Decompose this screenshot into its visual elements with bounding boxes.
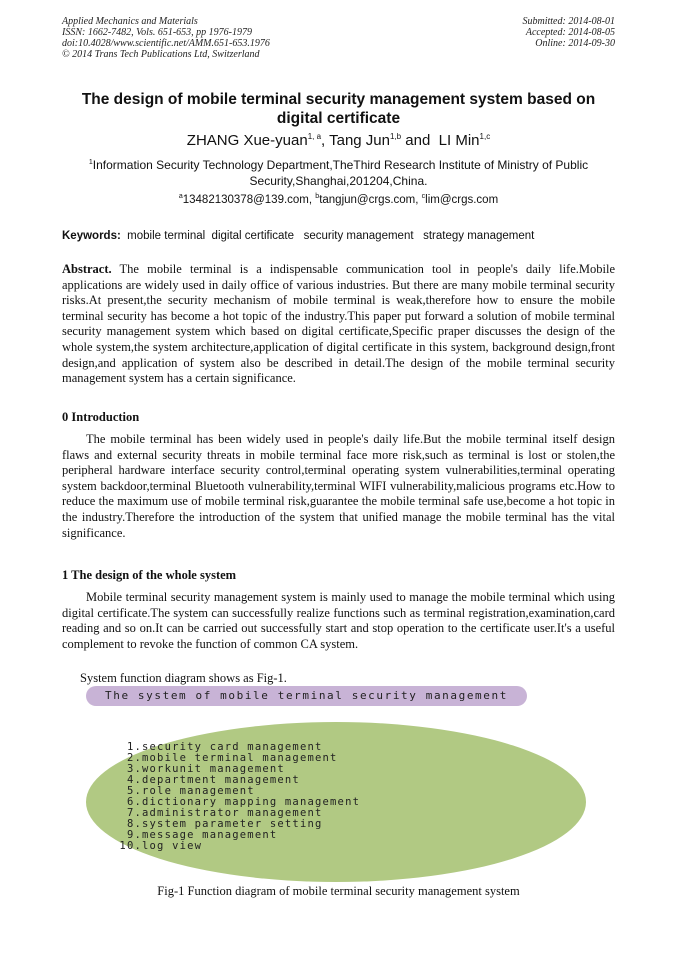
keywords-text: mobile terminal digital certificate security management strategy management: [120, 230, 535, 242]
function-number: 1.: [126, 741, 142, 753]
figure-caption: Fig-1 Function diagram of mobile terminal security management system: [157, 884, 520, 898]
journal-name: Applied Mechanics and Materials: [62, 16, 198, 27]
author-emails: [62, 193, 615, 208]
function-number: 5.: [126, 785, 142, 797]
keywords: [62, 229, 615, 244]
email-link[interactable]: tangjun@crgs.com,: [319, 194, 422, 206]
figure-banner: The system of mobile terminal security management: [86, 686, 527, 706]
online-date: Online: 2014-09-30: [535, 38, 615, 49]
author-separator: and: [401, 132, 439, 149]
function-label: dictionary mapping management: [142, 796, 361, 808]
abstract: [62, 262, 615, 387]
accepted-date: Accepted: 2014-08-05: [525, 27, 615, 38]
function-label: mobile terminal management: [142, 752, 338, 764]
section-heading-system-design: 1 The design of the whole system: [62, 568, 237, 582]
author-list: [62, 131, 615, 151]
introduction-paragraph: The mobile terminal has been widely used in people's daily life.But the mobile terminal itself design flaws and external security threats in mobile terminal face more risk,such as terminal is lost or stolen,the peripheral hardware interface security control,terminal operating system vulnerabilities,terminal operating system backdoor,terminal Bluetooth vulnerability,terminal WIFI vulnerability,malicious programs etc.How to reduce the maximum use of mobile terminal risk,guarantee the mobile terminal safe use,become a hot topic in the industry.Therefore the introduction of the system that unified manage the mobile terminal has the vital significance.: [62, 432, 615, 540]
function-item: [112, 841, 360, 852]
email-link[interactable]: 13482130378@139.com,: [182, 194, 316, 206]
author-superscript: 1,b: [390, 132, 402, 141]
journal-copyright: © 2014 Trans Tech Publications Ltd, Switzerland: [62, 49, 260, 60]
journal-doi: doi:10.4028/www.scientific.net/AMM.651-653.1976: [62, 38, 270, 49]
abstract-text: The mobile terminal is a indispensable communication tool in people's daily life.Mobile applications are widely used in daily office of various industries. But there are many mobile terminal security risks.At present,the security mechanism of mobile terminal is weak,therefore how to ensure the mobile terminal security has become a hot topic of the industry.This paper put forward a solution of mobile terminal security management system which based on digital certificate,Specific praper discusses the design of the whole system,the system architecture,application of digital certificate in this system, background design,front design,and application of system also be described in detail.The design of the mobile terminal security management system has a certain significance.: [62, 262, 615, 386]
function-list: [112, 742, 360, 852]
journal-info: [62, 16, 270, 60]
author-name: ZHANG Xue-yuan: [186, 132, 308, 149]
email-superscript: c: [421, 193, 426, 200]
affiliation: [62, 157, 615, 189]
submitted-date: Submitted: 2014-08-01: [522, 16, 615, 27]
author-name: Tang Jun: [329, 132, 390, 149]
function-number: 9.: [126, 829, 142, 841]
abstract-label: Abstract.: [62, 262, 112, 276]
email-superscript: a: [178, 193, 183, 200]
function-label: system parameter setting: [142, 818, 323, 830]
function-label: security card management: [142, 741, 323, 753]
paper-title: The design of mobile terminal security management system based on digital certificate: [81, 91, 596, 127]
function-label: role management: [142, 785, 255, 797]
author-name: LI Min: [438, 132, 480, 149]
journal-issn: ISSN: 1662-7482, Vols. 651-653, pp 1976-1979: [62, 27, 252, 38]
author-superscript: 1,c: [479, 132, 491, 141]
function-number: 10.: [119, 840, 142, 852]
figure-reference-text: System function diagram shows as Fig-1.: [80, 671, 287, 685]
author-superscript: 1, a: [307, 132, 322, 141]
email-link[interactable]: lim@crgs.com: [425, 194, 499, 206]
function-label: message management: [142, 829, 278, 841]
affiliation-superscript: 1: [88, 159, 93, 166]
function-number: 7.: [126, 807, 142, 819]
function-label: log view: [142, 840, 203, 852]
function-label: workunit management: [142, 763, 285, 775]
submission-dates: [523, 16, 616, 49]
function-number: 8.: [126, 818, 142, 830]
system-design-paragraph: Mobile terminal security management system is mainly used to manage the mobile terminal which using digital certificate.The system can successfully realize functions such as terminal registration,examination,card reading and so on.It can be carried out successfully start and stop operation to the certificate user.It's a useful complement to revoke the function of common CA system.: [62, 590, 615, 651]
keywords-label: Keywords:: [62, 230, 121, 242]
email-superscript: b: [315, 193, 320, 200]
section-heading-introduction: 0 Introduction: [62, 410, 140, 424]
affiliation-text: Information Security Technology Department,TheThird Research Institute of Ministry of Public Security,Shanghai,201204,China.: [92, 158, 589, 188]
function-label: department management: [142, 774, 300, 786]
function-label: administrator management: [142, 807, 323, 819]
function-number: 3.: [126, 763, 142, 775]
function-number: 4.: [126, 774, 142, 786]
author-separator: ,: [321, 132, 330, 149]
function-number: 2.: [126, 752, 142, 764]
function-number: 6.: [126, 796, 142, 808]
